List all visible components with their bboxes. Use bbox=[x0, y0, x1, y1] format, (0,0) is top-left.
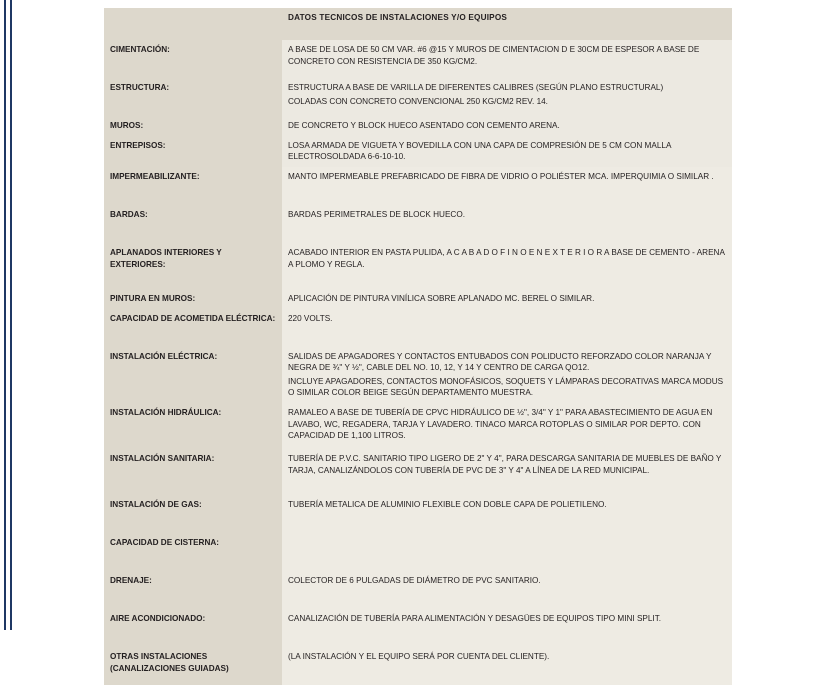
value-line: LOSA ARMADA DE VIGUETA Y BOVEDILLA CON UNA CAPA DE COMPRESIÓN DE 5 CM CON MALLA ELECTROSOLDADA 6-6-10-10. bbox=[288, 140, 671, 162]
row-label-otras-instalaciones bbox=[104, 647, 282, 685]
value-line: TUBERÍA METALICA DE ALUMINIO FLEXIBLE CON DOBLE CAPA DE POLIETILENO. bbox=[288, 500, 607, 510]
row-label-bardas: BARDAS: bbox=[104, 205, 282, 243]
row-value-instalacion-sanitaria bbox=[282, 449, 732, 495]
table-row bbox=[104, 40, 732, 78]
row-label-instalacion-hidraulica: INSTALACIÓN HIDRÁULICA: bbox=[104, 403, 282, 449]
table-row bbox=[104, 289, 732, 309]
table-row bbox=[104, 495, 732, 533]
row-label-aire-acondicionado: AIRE ACONDICIONADO: bbox=[104, 609, 282, 647]
row-label-capacidad-acometida: CAPACIDAD DE ACOMETIDA ELÉCTRICA: bbox=[104, 309, 282, 347]
row-value-instalacion-gas bbox=[282, 495, 732, 533]
table-row bbox=[104, 78, 732, 116]
value-line: SALIDAS DE APAGADORES Y CONTACTOS ENTUBADOS CON POLIDUCTO REFORZADO COLOR NARANJA Y NEGRA DE ¾" Y ½", CABLE DEL NO. 10, 12, Y 14 Y CENTRO DE CARGA QO12. bbox=[288, 351, 712, 373]
table-row bbox=[104, 571, 732, 609]
page-border-rule-outer bbox=[4, 0, 6, 630]
row-label-instalacion-sanitaria: INSTALACIÓN SANITARIA: bbox=[104, 449, 282, 495]
table-title: DATOS TECNICOS DE INSTALACIONES Y/O EQUIPOS bbox=[282, 8, 732, 40]
row-value-pintura bbox=[282, 289, 732, 309]
row-label-estructura: ESTRUCTURA: bbox=[104, 78, 282, 116]
value-line: 220 VOLTS. bbox=[288, 313, 333, 323]
row-value-instalacion-electrica bbox=[282, 347, 732, 404]
table-header-row bbox=[104, 8, 732, 40]
row-value-instalacion-hidraulica bbox=[282, 403, 732, 449]
table-row bbox=[104, 609, 732, 647]
row-label-muros: MUROS: bbox=[104, 116, 282, 136]
table-row bbox=[104, 647, 732, 685]
value-line: APLICACIÓN DE PINTURA VINÍLICA SOBRE APLANADO MC. BEREL O SIMILAR. bbox=[288, 293, 595, 303]
value-line: TUBERÍA DE P.V.C. SANITARIO TIPO LIGERO DE 2" Y 4", PARA DESCARGA SANITARIA DE MUEBLES DE BAÑO Y TARJA, CANALIZÁNDOLOS CON TUBERÍA DE PVC DE 3" Y 4" A LÍNEA DE LA RED MUNICIPAL. bbox=[288, 454, 722, 475]
row-label-capacidad-cisterna: CAPACIDAD DE CISTERNA: bbox=[104, 533, 282, 571]
row-value-otras-instalaciones bbox=[282, 647, 732, 685]
value-line: COLECTOR DE 6 PULGADAS DE DIÁMETRO DE PVC SANITARIO. bbox=[288, 576, 541, 586]
value-line: RAMALEO A BASE DE TUBERÍA DE CPVC HIDRÁULICO DE ½", 3/4" Y 1" PARA ABASTECIMIENTO DE AGUA EN LAVABO, WC, REGADERA, TARJA Y LAVADERO. TINACO MARCA ROTOPLAS O SIMILAR POR DEPTO. CON CAPACIDAD DE 1,100 LITROS. bbox=[288, 408, 713, 441]
table-row bbox=[104, 205, 732, 243]
row-value-bardas bbox=[282, 205, 732, 243]
value-line: DE CONCRETO Y BLOCK HUECO ASENTADO CON CEMENTO ARENA. bbox=[288, 121, 560, 130]
table-row bbox=[104, 449, 732, 495]
row-label-instalacion-electrica: INSTALACIÓN ELÉCTRICA: bbox=[104, 347, 282, 404]
technical-data-table bbox=[104, 8, 732, 685]
row-label-text: OTRAS INSTALACIONES bbox=[110, 652, 208, 662]
table-row bbox=[104, 136, 732, 167]
row-value-capacidad-acometida bbox=[282, 309, 732, 347]
row-label-subtext: (CANALIZACIONES GUIADAS) bbox=[110, 663, 229, 673]
row-label-pintura: PINTURA EN MUROS: bbox=[104, 289, 282, 309]
row-value-impermeabilizante bbox=[282, 167, 732, 205]
table-row bbox=[104, 533, 732, 571]
row-value-estructura bbox=[282, 78, 732, 116]
value-line: CANALIZACIÓN DE TUBERÍA PARA ALIMENTACIÓN Y DESAGÜES DE EQUIPOS TIPO MINI SPLIT. bbox=[288, 614, 662, 624]
row-label-cimentacion: CIMENTACIÓN: bbox=[104, 40, 282, 78]
value-line: MANTO IMPERMEABLE PREFABRICADO DE FIBRA DE VIDRIO O POLIÉSTER MCA. IMPERQUIMIA O SIMILAR . bbox=[288, 171, 714, 181]
table-row bbox=[104, 347, 732, 404]
value-line: A BASE DE LOSA DE 50 CM VAR. #6 @15 Y MUROS DE CIMENTACION D E 30CM DE ESPESOR A BASE DE CONCRETO CON RESISTENCIA DE 350 KG/CM2. bbox=[288, 45, 700, 66]
row-value-aire-acondicionado bbox=[282, 609, 732, 647]
value-line: (LA INSTALACIÓN Y EL EQUIPO SERÁ POR CUENTA DEL CLIENTE). bbox=[288, 652, 550, 662]
technical-data-sheet bbox=[104, 8, 732, 685]
row-value-muros bbox=[282, 116, 732, 136]
row-label-entrepisos: ENTREPISOS: bbox=[104, 136, 282, 167]
row-label-drenaje: DRENAJE: bbox=[104, 571, 282, 609]
table-row bbox=[104, 403, 732, 449]
row-value-capacidad-cisterna bbox=[282, 533, 732, 571]
value-line: BARDAS PERIMETRALES DE BLOCK HUECO. bbox=[288, 209, 465, 219]
table-header-spacer bbox=[104, 8, 282, 40]
value-line: INCLUYE APAGADORES, CONTACTOS MONOFÁSICOS, SOQUETS Y LÁMPARAS DECORATIVAS MARCA MODUS O SIMILAR COLOR BEIGE SEGÚN DEPARTAMENTO MUESTRA. bbox=[288, 376, 724, 398]
row-value-entrepisos bbox=[282, 136, 732, 167]
value-line: ESTRUCTURA A BASE DE VARILLA DE DIFERENTES CALIBRES (SEGÚN PLANO ESTRUCTURAL) bbox=[288, 83, 664, 92]
table-row bbox=[104, 167, 732, 205]
row-label-aplanados: APLANADOS INTERIORES Y EXTERIORES: bbox=[104, 243, 282, 289]
value-line: ACABADO INTERIOR EN PASTA PULIDA, A C A B A D O F I N O E N E X T E R I O R A BASE DE CEMENTO - ARENA A PLOMO Y REGLA. bbox=[288, 247, 725, 269]
row-value-aplanados bbox=[282, 243, 732, 289]
value-line: COLADAS CON CONCRETO CONVENCIONAL 250 KG/CM2 REV. 14. bbox=[288, 96, 548, 106]
table-row bbox=[104, 309, 732, 347]
table-row bbox=[104, 116, 732, 136]
row-label-instalacion-gas: INSTALACIÓN DE GAS: bbox=[104, 495, 282, 533]
table-row bbox=[104, 243, 732, 289]
page-border-rule-inner bbox=[10, 0, 12, 630]
row-value-cimentacion bbox=[282, 40, 732, 78]
row-value-drenaje bbox=[282, 571, 732, 609]
row-label-impermeabilizante: IMPERMEABILIZANTE: bbox=[104, 167, 282, 205]
